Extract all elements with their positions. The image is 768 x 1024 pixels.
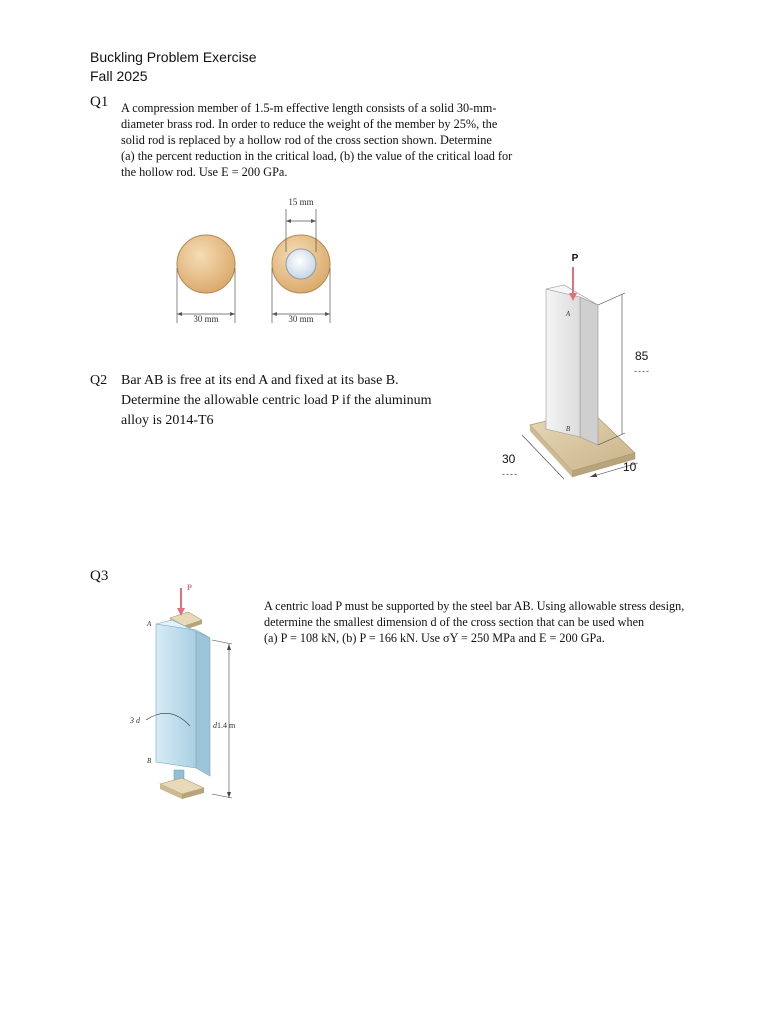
q3-point-b: B — [147, 757, 152, 765]
q3-bar-side — [196, 630, 210, 776]
document-title: Buckling Problem Exercise — [90, 49, 257, 65]
q2-line-3: alloy is 2014-T6 — [121, 413, 214, 428]
q2-width-dash: ---- — [502, 469, 518, 479]
q2-bar-front — [546, 289, 580, 437]
q1-line-3: solid rod is replaced by a hollow rod of the cross section shown. Determine — [121, 133, 492, 147]
q3-dim-3d: 3 d — [130, 716, 140, 725]
q2-bar-side — [580, 297, 598, 445]
q1-line-5: the hollow rod. Use E = 200 GPa. — [121, 165, 288, 179]
q3-text — [264, 598, 734, 646]
q2-depth-label: 10 — [623, 460, 637, 474]
q1-line-2: diameter brass rod. In order to reduce the weight of the member by 25%, the — [121, 117, 498, 131]
q1-solid-dim-label: 30 mm — [193, 314, 219, 324]
q2-label: Q2 — [90, 373, 108, 388]
q3-bar-front — [156, 624, 196, 768]
q3-line-3: (a) P = 108 kN, (b) P = 166 kN. Use σY = 250 MPa and E = 200 GPa. — [264, 631, 605, 645]
q2-line-2: Determine the allowable centric load P if the aluminum — [121, 393, 432, 408]
q1-label: Q1 — [90, 94, 109, 110]
q2-point-a: A — [565, 310, 571, 318]
q2-height-dash: ---- — [634, 366, 650, 376]
q1-text — [121, 100, 561, 180]
q1-cross-section-figure — [160, 190, 360, 330]
q2-point-b: B — [565, 425, 571, 433]
q1-line-4: (a) the percent reduction in the critical load, (b) the value of the critical load for — [121, 149, 513, 163]
document-term: Fall 2025 — [90, 68, 148, 84]
q1-line-1: A compression member of 1.5-m effective length consists of a solid 30-mm- — [121, 101, 497, 115]
q1-inner-dim-label: 15 mm — [288, 197, 314, 207]
solid-rod-section — [177, 235, 235, 293]
q3-line-1: A centric load P must be supported by the steel bar AB. Using allowable stress design, — [264, 599, 685, 613]
q3-line-2: determine the smallest dimension d of the cross section that can be used when — [264, 615, 645, 629]
q3-bar-figure — [120, 580, 250, 805]
q3-length-label: 1.4 m — [217, 721, 236, 730]
q3-label: Q3 — [90, 568, 109, 584]
q2-width-label: 30 — [502, 452, 516, 466]
q2-load-label: P — [571, 253, 579, 264]
q3-load-label: P — [187, 583, 192, 592]
q1-hollow-dim-label: 30 mm — [288, 314, 314, 324]
q3-point-a: A — [147, 620, 152, 628]
q2-line-1: Bar AB is free at its end A and fixed at its base B. — [121, 373, 399, 388]
q2-height-label: 85 — [635, 349, 649, 363]
hollow-rod-bore — [286, 249, 316, 279]
q2-text — [121, 371, 471, 431]
q3-dim-d: d — [213, 721, 217, 730]
